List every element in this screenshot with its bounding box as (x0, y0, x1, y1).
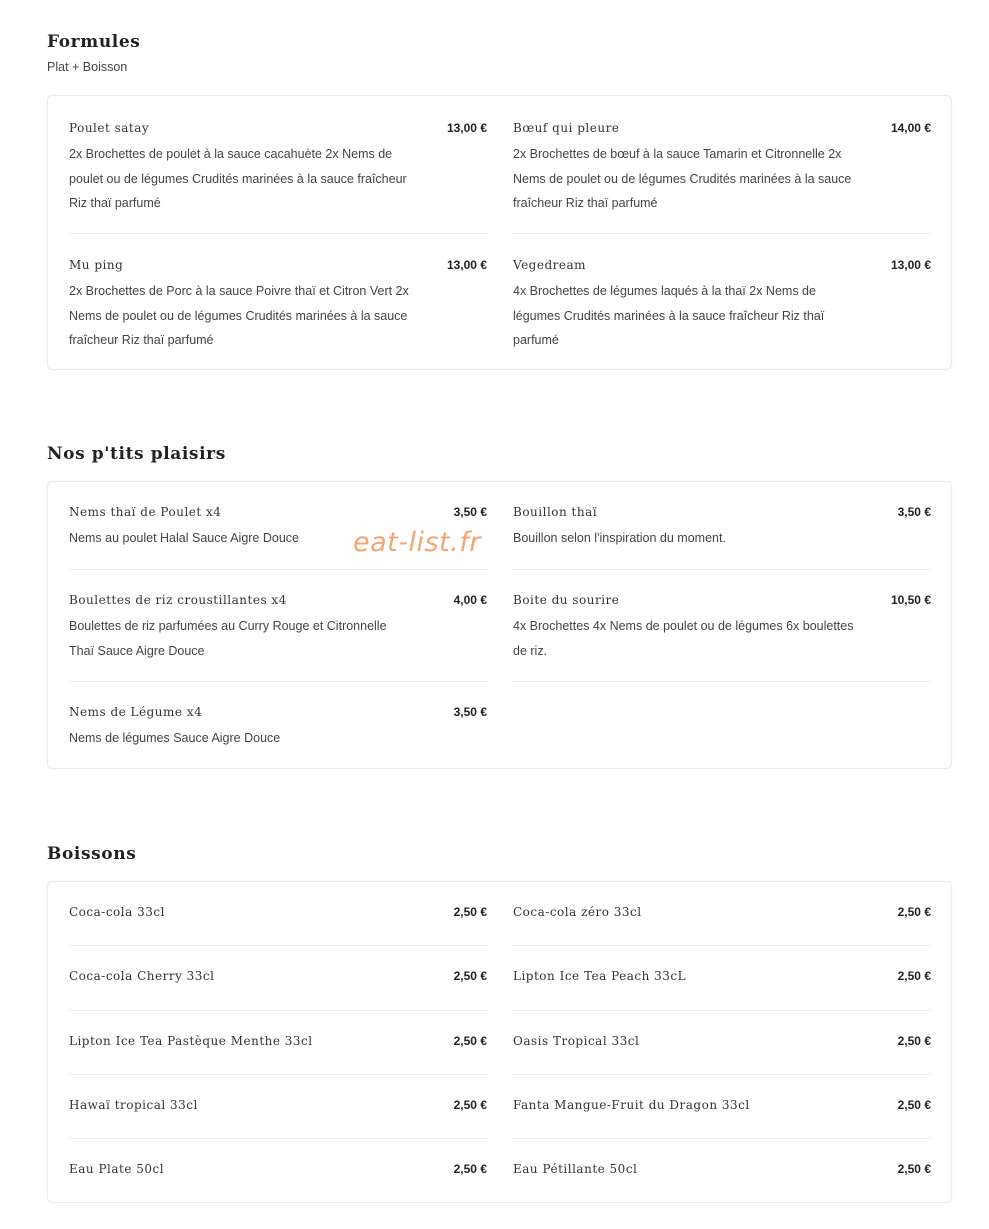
item-price: 2,50 € (897, 1162, 931, 1176)
item-price: 13,00 € (890, 258, 931, 272)
item-price: 3,50 € (897, 505, 931, 519)
menu-card-boissons (47, 881, 952, 1203)
item-name: Bouillon thaï (513, 505, 598, 519)
item-price: 10,50 € (890, 593, 931, 607)
item-price: 13,00 € (446, 121, 487, 135)
section-title: Boissons (47, 844, 137, 864)
item-name: Mu ping (69, 258, 124, 272)
item-price: 2,50 € (453, 905, 487, 919)
item-price: 2,50 € (453, 1162, 487, 1176)
item-name: Eau Pétillante 50cl (513, 1162, 638, 1176)
item-divider (513, 569, 931, 570)
item-price: 2,50 € (897, 1098, 931, 1112)
item-name: Nems de Légume x4 (69, 705, 203, 719)
item-description: Bouillon selon l'inspiration du moment. (513, 531, 726, 545)
item-name: Poulet satay (69, 121, 150, 135)
section-boissons (47, 844, 952, 1204)
item-divider (69, 1074, 487, 1075)
item-price: 2,50 € (897, 905, 931, 919)
item-name: Lipton Ice Tea Pastèque Menthe 33cl (69, 1034, 313, 1048)
watermark-text: eat-list.fr (353, 527, 481, 558)
item-divider (69, 233, 487, 234)
item-divider (513, 1010, 931, 1011)
item-price: 3,50 € (453, 505, 487, 519)
item-description: Nems au poulet Halal Sauce Aigre Douce (69, 531, 299, 545)
menu-card-plaisirs (47, 481, 952, 769)
item-name: Hawaï tropical 33cl (69, 1098, 198, 1112)
item-divider (513, 233, 931, 234)
item-description: 2x Brochettes de Porc à la sauce Poivre thaï et Citron Vert 2x Nems de poulet ou de légumes Crudités marinées à la sauce fraîcheur Riz thaï parfumé (69, 284, 409, 347)
section-title: Formules (47, 32, 141, 52)
item-divider (69, 569, 487, 570)
item-price: 13,00 € (446, 258, 487, 272)
item-price: 14,00 € (890, 121, 931, 135)
item-price: 2,50 € (453, 1098, 487, 1112)
item-price: 2,50 € (453, 1034, 487, 1048)
item-divider (69, 1138, 487, 1139)
item-name: Lipton Ice Tea Peach 33cL (513, 969, 687, 983)
item-name: Eau Plate 50cl (69, 1162, 165, 1176)
item-name: Boulettes de riz croustillantes x4 (69, 593, 287, 607)
item-divider (513, 945, 931, 946)
menu-card-formules (47, 95, 952, 370)
item-divider (69, 945, 487, 946)
section-plaisirs (47, 444, 952, 770)
item-name: Coca-cola 33cl (69, 905, 165, 919)
item-divider (513, 1074, 931, 1075)
item-divider (69, 1010, 487, 1011)
item-price: 3,50 € (453, 705, 487, 719)
item-price: 2,50 € (453, 969, 487, 983)
item-name: Boite du sourire (513, 593, 620, 607)
item-name: Fanta Mangue-Fruit du Dragon 33cl (513, 1098, 750, 1112)
section-title: Nos p'tits plaisirs (47, 444, 226, 464)
item-divider (513, 681, 931, 682)
section-subtitle: Plat + Boisson (47, 60, 128, 74)
item-price: 4,00 € (453, 593, 487, 607)
item-price: 2,50 € (897, 969, 931, 983)
item-name: Coca-cola Cherry 33cl (69, 969, 215, 983)
item-divider (513, 1138, 931, 1139)
item-price: 2,50 € (897, 1034, 931, 1048)
item-name: Vegedream (513, 258, 587, 272)
section-formules (47, 32, 952, 372)
item-description: 4x Brochettes de légumes laqués à la thaï 2x Nems de légumes Crudités marinées à la sauce fraîcheur Riz thaï parfumé (513, 284, 825, 347)
item-name: Bœuf qui pleure (513, 121, 620, 135)
item-description: Boulettes de riz parfumées au Curry Rouge et Citronnelle Thaï Sauce Aigre Douce (69, 619, 387, 658)
item-description: 2x Brochettes de bœuf à la sauce Tamarin et Citronnelle 2x Nems de poulet ou de légumes Crudités marinées à la sauce fraîcheur Riz thaï parfumé (513, 147, 852, 210)
item-description: Nems de légumes Sauce Aigre Douce (69, 731, 281, 745)
item-name: Coca-cola zéro 33cl (513, 905, 642, 919)
item-description: 4x Brochettes 4x Nems de poulet ou de légumes 6x boulettes de riz. (513, 619, 854, 658)
item-divider (69, 681, 487, 682)
item-name: Oasis Tropical 33cl (513, 1034, 640, 1048)
item-name: Nems thaï de Poulet x4 (69, 505, 222, 519)
item-description: 2x Brochettes de poulet à la sauce cacahuète 2x Nems de poulet ou de légumes Crudités marinées à la sauce fraîcheur Riz thaï parfumé (69, 147, 407, 210)
